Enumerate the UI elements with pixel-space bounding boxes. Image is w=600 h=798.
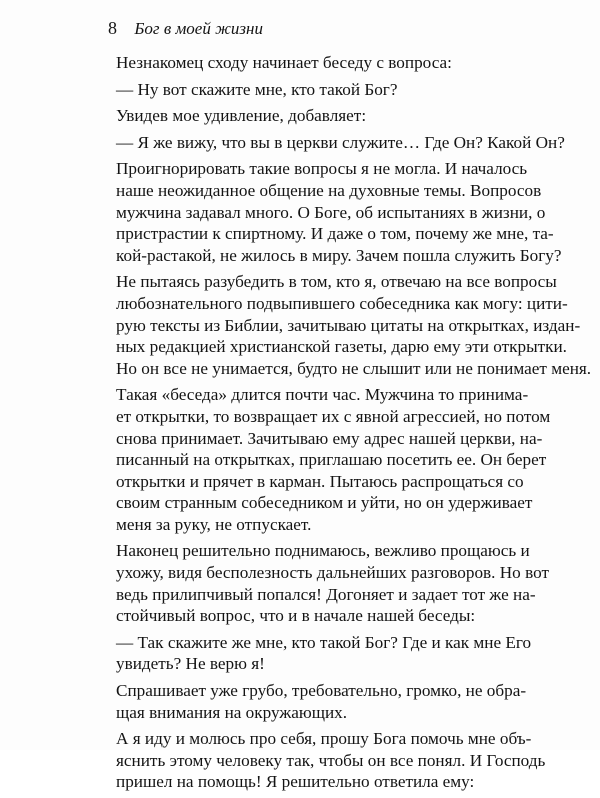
paragraph — [116, 79, 516, 101]
text-line: А я иду и молюсь про себя, прошу Бога помочь мне объ- — [116, 729, 532, 749]
text-line: меня за руку, не отпускает. — [116, 514, 312, 534]
page-header — [108, 18, 263, 39]
text-line: пристрастии к спиртному. И даже о том, почему же мне, та- — [116, 224, 554, 244]
paragraph — [116, 105, 516, 127]
text-line: — Я же вижу, что вы в церкви служите… Где Он? Какой Он? — [116, 132, 565, 152]
text-line: увидеть? Не верю я! — [116, 654, 265, 674]
paragraph — [116, 132, 565, 154]
page-number: 8 — [108, 18, 117, 38]
text-line: Наконец решительно поднимаюсь, вежливо прощаюсь и — [116, 541, 530, 561]
text-line: ных редакцией христианской газеты, дарю ему эти открытки. — [116, 337, 567, 357]
text-line: — Так скажите же мне, кто такой Бог? Где и как мне Его — [116, 632, 532, 652]
paragraph — [116, 271, 592, 379]
text-line: Спрашивает уже грубо, требовательно, громко, не обра- — [116, 681, 527, 701]
text-line: яснить этому человеку так, чтобы он все понял. И Господь — [116, 750, 546, 770]
text-line: мужчина задавал много. О Боге, об испытаниях в жизни, о — [116, 202, 546, 222]
body-text — [116, 52, 592, 798]
text-line: своим странным собеседником и уйти, но он удерживает — [116, 493, 533, 513]
text-line: наше неожиданное общение на духовные темы. Вопросов — [116, 180, 542, 200]
text-line: пришел на помощь! Я решительно ответила ему: — [116, 772, 475, 792]
text-line: Не пытаясь разубедить в том, кто я, отвечаю на все вопросы — [116, 272, 557, 292]
text-line: кой-растакой, не жилось в миру. Зачем пошла служить Богу? — [116, 245, 562, 265]
text-line: — Ну вот скажите мне, кто такой Бог? — [116, 79, 398, 99]
text-line: ухожу, видя бесполезность дальнейших разговоров. Но вот — [116, 563, 549, 583]
text-line: открытки и прячет в карман. Пытаюсь распрощаться со — [116, 471, 524, 491]
text-line: стойчивый вопрос, что и в начале нашей беседы: — [116, 606, 476, 626]
text-line: Проигнорировать такие вопросы я не могла. И началось — [116, 159, 528, 179]
paragraph — [116, 540, 549, 626]
text-line: любознательного подвыпившего собеседника как могу: цити- — [116, 293, 568, 313]
paragraph — [116, 52, 516, 74]
paragraph — [116, 728, 546, 793]
text-line: рую тексты из Библии, зачитываю цитаты на открытках, издан- — [116, 315, 581, 335]
text-line: Такая «беседа» длится почти час. Мужчина то принима- — [116, 385, 529, 405]
paragraph — [116, 632, 532, 675]
paragraph — [116, 384, 551, 535]
text-line: Но он все не унимается, будто не слышит или не понимает меня. — [116, 358, 592, 378]
text-line: писанный на открытках, приглашаю посетить ее. Он берет — [116, 450, 547, 470]
text-line: ет открытки, то возвращает их с явной агрессией, но потом — [116, 406, 551, 426]
paragraph — [116, 158, 562, 266]
text-line: снова принимает. Зачитываю ему адрес нашей церкви, на- — [116, 428, 543, 448]
text-line: ведь прилипчивый попался! Догоняет и задает тот же на- — [116, 584, 536, 604]
paragraph — [116, 680, 527, 723]
text-line: щая внимания на окружающих. — [116, 702, 348, 722]
text-line: Увидев мое удивление, добавляет: — [116, 106, 367, 126]
text-line: Незнакомец сходу начинает беседу с вопроса: — [116, 53, 452, 72]
running-title: Бог в моей жизни — [134, 19, 263, 38]
